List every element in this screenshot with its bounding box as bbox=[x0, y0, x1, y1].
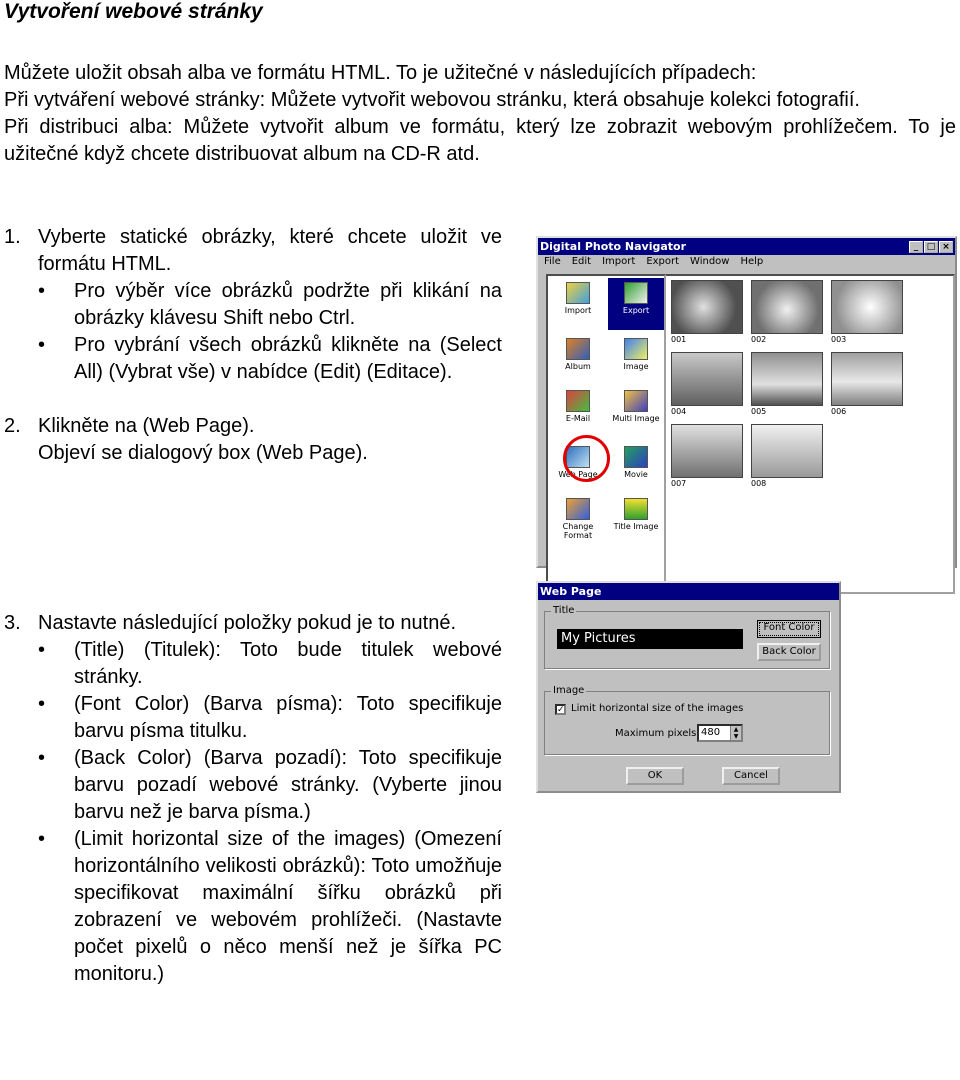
step-1-bullets bbox=[4, 278, 502, 386]
multi-image-icon bbox=[624, 390, 648, 412]
export-icon bbox=[624, 282, 648, 304]
app-window bbox=[536, 236, 957, 568]
sidebar-movie[interactable] bbox=[608, 446, 664, 479]
bullet-item: • Pro vybrání všech obrázků klikněte na (Select All) (Vybrat vše) v nabídce (Edit) (Editace). bbox=[4, 332, 502, 386]
movie-icon bbox=[624, 446, 648, 468]
intro-paragraph: Při vytváření webové stránky: Můžete vytvořit webovou stránku, která obsahuje kolekci fotografií. bbox=[4, 89, 860, 111]
sidebar-label: Export bbox=[622, 306, 650, 315]
max-pixels-input[interactable] bbox=[697, 724, 743, 742]
sidebar-email[interactable] bbox=[550, 390, 606, 423]
minimize-icon[interactable]: _ bbox=[909, 241, 923, 253]
web-page-dialog bbox=[536, 581, 841, 793]
menu-window[interactable]: Window bbox=[690, 256, 730, 267]
step-text: Nastavte následující položky pokud je to nutné. bbox=[38, 612, 457, 634]
dialog-titlebar bbox=[538, 583, 839, 600]
thumbnail-label: 002 bbox=[751, 335, 767, 344]
menu-file[interactable]: File bbox=[544, 256, 561, 267]
album-icon bbox=[566, 338, 590, 360]
sidebar-album[interactable] bbox=[550, 338, 606, 371]
page-title: Vytvoření webové stránky bbox=[4, 0, 263, 23]
thumbnail-label: 007 bbox=[671, 479, 687, 488]
app-titlebar bbox=[538, 238, 955, 255]
close-icon[interactable]: × bbox=[939, 241, 953, 253]
thumbnail[interactable] bbox=[831, 352, 903, 406]
image-group bbox=[544, 685, 830, 755]
step-2 bbox=[4, 413, 502, 467]
menu-edit[interactable]: Edit bbox=[571, 256, 592, 267]
title-image-icon bbox=[624, 498, 648, 520]
step-text bbox=[38, 413, 502, 467]
thumbnail-label: 004 bbox=[671, 407, 687, 416]
menu-import[interactable]: Import bbox=[602, 256, 636, 267]
step-1 bbox=[4, 224, 502, 278]
thumbnail-label: 001 bbox=[671, 335, 687, 344]
sidebar-image[interactable] bbox=[608, 338, 664, 371]
thumbnail-gallery bbox=[666, 274, 955, 594]
step-2-line-1: Klikněte na (Web Page). bbox=[38, 415, 255, 437]
thumbnail[interactable] bbox=[671, 280, 743, 334]
limit-label: Limit horizontal size of the images bbox=[571, 703, 744, 714]
maximize-icon[interactable]: □ bbox=[924, 241, 938, 253]
email-icon bbox=[566, 390, 590, 412]
sidebar-multi-image[interactable] bbox=[608, 390, 664, 423]
font-color-button[interactable]: Font Color bbox=[757, 620, 821, 638]
bullet-item: • (Limit horizontal size of the images) (Omezení horizontálního velikosti obrázků): Toto umožňuje specifikovat maximální šířku obrázků při zobrazení ve webovém prohlížeči. (Nastavte počet pixelů o něco menší než je šířka PC monitoru.) bbox=[4, 826, 502, 988]
step-3 bbox=[4, 610, 502, 637]
menu-export[interactable]: Export bbox=[646, 256, 680, 267]
max-pixels-label: Maximum pixels bbox=[615, 728, 697, 739]
sidebar-label: Change Format bbox=[562, 522, 594, 540]
import-icon bbox=[566, 282, 590, 304]
step-number: 1. bbox=[4, 226, 21, 248]
bullet-item: • (Font Color) (Barva písma): Toto specifikuje barvu písma titulku. bbox=[4, 691, 502, 745]
spinner-arrows-icon[interactable]: ▲ ▼ bbox=[730, 726, 741, 740]
title-input[interactable]: My Pictures bbox=[557, 629, 743, 649]
menu-help[interactable]: Help bbox=[740, 256, 764, 267]
title-group-label: Title bbox=[553, 605, 575, 616]
bullet-item: • Pro výběr více obrázků podržte při klikání na obrázky klávesu Shift nebo Ctrl. bbox=[4, 278, 502, 332]
thumbnail[interactable] bbox=[671, 352, 743, 406]
sidebar-label: Web Page bbox=[558, 470, 598, 479]
max-pixels-value: 480 bbox=[701, 727, 721, 738]
intro-paragraph: Při distribuci alba: Můžete vytvořit album ve formátu, který lze zobrazit webovým prohlížečem. To je užitečné když chcete distribuovat album na CD-R atd. bbox=[4, 116, 956, 165]
thumbnail-label: 003 bbox=[831, 335, 847, 344]
thumbnail[interactable] bbox=[831, 280, 903, 334]
step-3-bullets bbox=[4, 637, 502, 988]
step-number: 2. bbox=[4, 415, 21, 437]
sidebar-label: Album bbox=[565, 362, 591, 371]
back-color-button[interactable]: Back Color bbox=[757, 643, 821, 661]
cancel-button[interactable]: Cancel bbox=[722, 767, 780, 785]
intro-text bbox=[4, 60, 956, 168]
dialog-title: Web Page bbox=[540, 585, 602, 598]
image-group-label: Image bbox=[553, 685, 585, 696]
steps-1-2 bbox=[4, 224, 502, 467]
sidebar-title-image[interactable] bbox=[608, 498, 664, 531]
menu-bar bbox=[538, 255, 955, 270]
bullet-item: • (Back Color) (Barva pozadí): Toto specifikuje barvu pozadí webové stránky. (Vyberte jinou barvu než je barva písma.) bbox=[4, 745, 502, 826]
title-group bbox=[544, 605, 830, 669]
step-text: Vyberte statické obrázky, které chcete uložit ve formátu HTML. bbox=[38, 226, 502, 275]
limit-checkbox[interactable]: ✓ bbox=[557, 705, 565, 715]
function-sidebar bbox=[546, 274, 666, 594]
app-title: Digital Photo Navigator bbox=[540, 240, 687, 253]
change-format-icon bbox=[566, 498, 590, 520]
thumbnail[interactable] bbox=[671, 424, 743, 478]
intro-paragraph: Můžete uložit obsah alba ve formátu HTML. To je užitečné v následujících případech: bbox=[4, 62, 757, 84]
sidebar-import[interactable] bbox=[550, 282, 606, 315]
step-number: 3. bbox=[4, 612, 21, 634]
sidebar-label: E-Mail bbox=[565, 414, 591, 423]
highlight-circle bbox=[563, 435, 610, 482]
sidebar-change-format[interactable] bbox=[550, 498, 606, 540]
image-icon bbox=[624, 338, 648, 360]
thumbnail[interactable] bbox=[751, 424, 823, 478]
bullet-item: • (Title) (Titulek): Toto bude titulek webové stránky. bbox=[4, 637, 502, 691]
ok-button[interactable]: OK bbox=[626, 767, 684, 785]
sidebar-export[interactable] bbox=[608, 282, 664, 315]
sidebar-label: Title Image bbox=[613, 522, 659, 531]
thumbnail-label: 005 bbox=[751, 407, 767, 416]
thumbnail-label: 008 bbox=[751, 479, 767, 488]
step-3-block bbox=[4, 610, 502, 988]
step-2-line-2: Objeví se dialogový box (Web Page). bbox=[38, 442, 368, 464]
sidebar-label: Image bbox=[623, 362, 649, 371]
thumbnail-label: 006 bbox=[831, 407, 847, 416]
sidebar-label: Movie bbox=[624, 470, 648, 479]
thumbnail[interactable] bbox=[751, 352, 823, 406]
sidebar-label: Multi Image bbox=[612, 414, 660, 423]
sidebar-label: Import bbox=[564, 306, 592, 315]
thumbnail[interactable] bbox=[751, 280, 823, 334]
